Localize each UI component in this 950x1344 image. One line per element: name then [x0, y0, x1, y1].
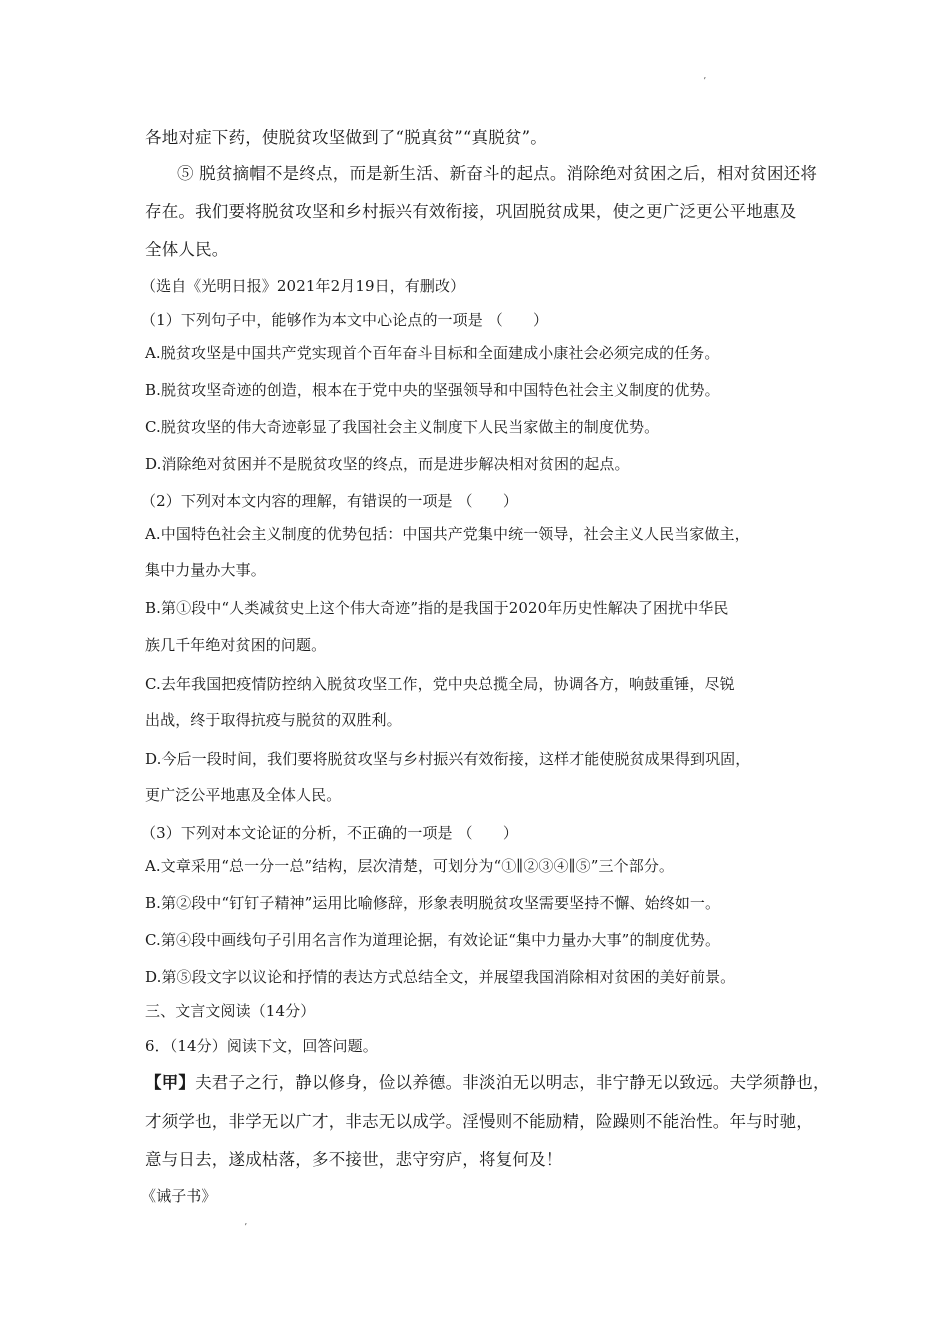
section-3-heading: 三、文言文阅读（14分）: [145, 1002, 316, 1020]
question-3-option-b: B.第②段中“钉钉子精神”运用比喻修辞，形象表明脱贫攻坚需要坚持不懈、始终如一。: [145, 894, 721, 912]
question-3-option-c: C.第④段中画线句子引用名言作为道理论据，有效论证“集中力量办大事”的制度优势。: [145, 931, 721, 949]
question-1-stem: （1）下列句子中，能够作为本文中心论点的一项是 （ ）: [141, 311, 549, 329]
question-2-option-c-line-2: 出战，终于取得抗疫与脱贫的双胜利。: [145, 711, 402, 729]
question-2-option-d-line-2: 更广泛公平地惠及全体人民。: [145, 786, 342, 804]
text-jia-line-2: 才须学也，非学无以广才，非志无以成学。淫慢则不能励精，险躁则不能治性。年与时驰，: [145, 1112, 813, 1131]
paragraph-5-line-3: 全体人民。: [145, 240, 229, 259]
article-source: （选自《光明日报》2021年2月19日，有删改）: [141, 277, 466, 295]
question-1-option-d: D.消除绝对贫困并不是脱贫攻坚的终点，而是进步解决相对贫困的起点。: [145, 455, 630, 473]
text-jia-line-1-body: 夫君子之行，静以修身，俭以养德。非淡泊无以明志，非宁静无以致远。夫学须静也，: [195, 1073, 830, 1092]
question-3-option-d: D.第⑤段文字以议论和抒情的表达方式总结全文，并展望我国消除相对贫困的美好前景。: [145, 968, 736, 986]
question-3-stem: （3）下列对本文论证的分析，不正确的一项是 （ ）: [141, 824, 518, 842]
question-2-option-d-line-1: D.今后一段时间，我们要将脱贫攻坚与乡村振兴有效衔接，这样才能使脱贫成果得到巩固，: [145, 750, 751, 768]
question-1-option-b: B.脱贫攻坚奇迹的创造，根本在于党中央的坚强领导和中国特色社会主义制度的优势。: [145, 381, 720, 399]
question-2-stem: （2）下列对本文内容的理解，有错误的一项是 （ ）: [141, 492, 518, 510]
question-6-stem: 6．（14分）阅读下文，回答问题。: [145, 1037, 378, 1055]
question-1-option-c: C.脱贫攻坚的伟大奇迹彰显了我国社会主义制度下人民当家做主的制度优势。: [145, 418, 660, 436]
scan-mark-bottom: ʼ: [244, 1223, 247, 1233]
question-3-option-a: A.文章采用“总一分一总”结构，层次清楚，可划分为“①∥②③④∥⑤”三个部分。: [145, 857, 675, 875]
text-jia-line-3: 意与日去，遂成枯落，多不接世，悲守穷庐，将复何及！: [145, 1150, 563, 1169]
question-2-option-b-line-2: 族几千年绝对贫困的问题。: [145, 636, 327, 654]
paragraph-5-line-1: ⑤ 脱贫摘帽不是终点，而是新生活、新奋斗的起点。消除绝对贫困之后，相对贫困还将: [177, 164, 818, 183]
question-2-option-b-line-1: B.第①段中“人类减贫史上这个伟大奇迹”指的是我国于2020年历史性解决了困扰中华民: [145, 599, 729, 617]
paragraph-continuation: 各地对症下药，使脱贫攻坚做到了“脱真贫”“真脱贫”。: [145, 128, 547, 147]
question-2-option-a-line-2: 集中力量办大事。: [145, 561, 266, 579]
scan-mark-top: ʼ: [703, 77, 706, 87]
text-jia-line-1: [145, 1073, 830, 1092]
paragraph-5-line-2: 存在。我们要将脱贫攻坚和乡村振兴有效衔接，巩固脱贫成果，使之更广泛更公平地惠及: [145, 202, 797, 221]
text-jia-label: 【甲】: [145, 1073, 196, 1092]
question-2-option-c-line-1: C.去年我国把疫情防控纳入脱贫攻坚工作，党中央总揽全局，协调各方，响鼓重锤，尽锐: [145, 675, 735, 693]
text-jia-source: 《诫子书》: [141, 1187, 217, 1205]
question-2-option-a-line-1: A.中国特色社会主义制度的优势包括：中国共产党集中统一领导，社会主义人民当家做主，: [145, 525, 750, 543]
question-1-option-a: A.脱贫攻坚是中国共产党实现首个百年奋斗目标和全面建成小康社会必须完成的任务。: [145, 344, 720, 362]
